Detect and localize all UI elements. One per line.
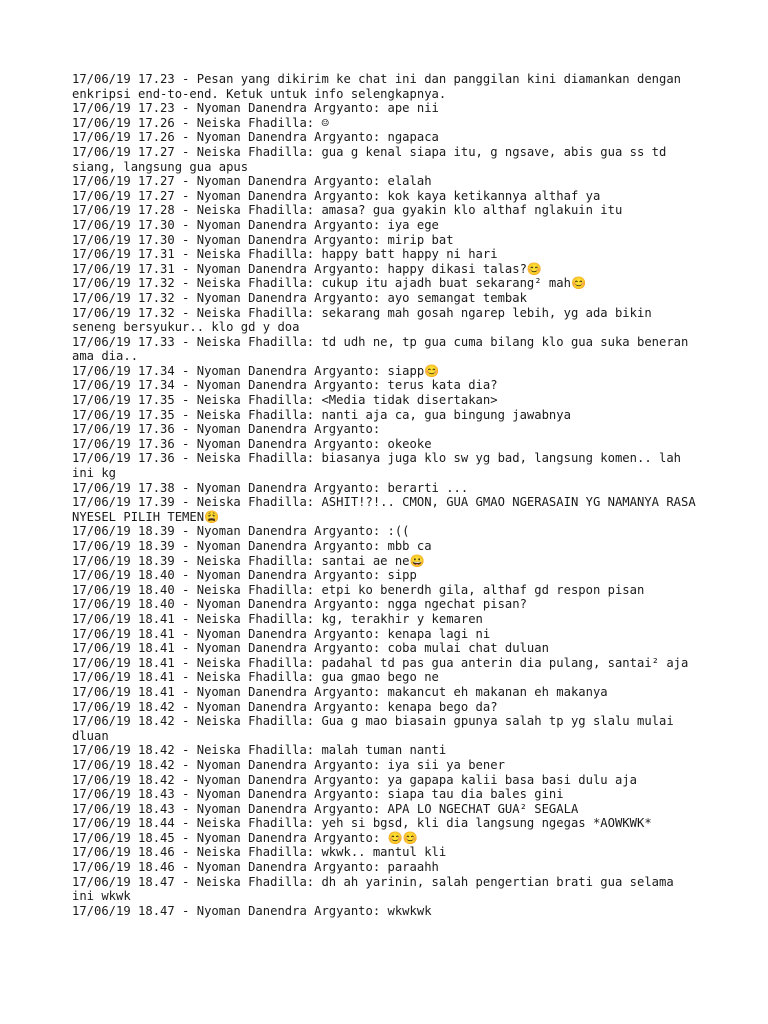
chat-line: 17/06/19 17.26 - Nyoman Danendra Argyanto: ngapaca (72, 130, 439, 145)
chat-line: 17/06/19 18.39 - Nyoman Danendra Argyanto: :(( (72, 524, 410, 539)
chat-line: 17/06/19 18.41 - Nyoman Danendra Argyanto: coba mulai chat duluan (72, 641, 549, 656)
chat-line: 17/06/19 18.40 - Neiska Fhadilla: etpi ko benerdh gila, althaf gd respon pisan (72, 582, 645, 597)
chat-line: 17/06/19 18.41 - Nyoman Danendra Argyanto: kenapa lagi ni (72, 626, 491, 641)
chat-line: 17/06/19 18.39 - Nyoman Danendra Argyanto: mbb ca (72, 539, 432, 553)
chat-line: 17/06/19 17.39 - Neiska Fhadilla: ASHIT!?!.. CMON, GUA GMAO NGERASAIN YG NAMANYA RASA NYESEL PILIH TEMEN😩 (72, 495, 704, 524)
chat-line: 17/06/19 18.46 - Nyoman Danendra Argyanto: paraahh (72, 860, 439, 875)
chat-line: 17/06/19 17.38 - Nyoman Danendra Argyanto: berarti ... (72, 480, 469, 495)
chat-line: 17/06/19 17.36 - Nyoman Danendra Argyanto: okeoke (72, 436, 432, 451)
chat-line: 17/06/19 17.30 - Nyoman Danendra Argyanto: mirip bat (72, 232, 454, 247)
chat-line: 17/06/19 17.31 - Neiska Fhadilla: happy batt happy ni hari (72, 247, 498, 262)
chat-line: 17/06/19 17.27 - Nyoman Danendra Argyanto: elalah (72, 174, 432, 189)
chat-line: 17/06/19 18.42 - Nyoman Danendra Argyanto: iya sii ya bener (72, 757, 505, 772)
chat-line: 17/06/19 17.28 - Neiska Fhadilla: amasa? gua gyakin klo althaf nglakuin itu (72, 203, 623, 218)
chat-line: 17/06/19 18.40 - Nyoman Danendra Argyanto: ngga ngechat pisan? (72, 597, 527, 612)
chat-line: 17/06/19 18.41 - Nyoman Danendra Argyanto: makancut eh makanan eh makanya (72, 684, 608, 699)
chat-line: 17/06/19 17.34 - Nyoman Danendra Argyanto: terus kata dia? (72, 378, 498, 393)
chat-line: 17/06/19 17.31 - Nyoman Danendra Argyanto: happy dikasi talas?😊 (72, 261, 543, 276)
chat-line: 17/06/19 17.30 - Nyoman Danendra Argyanto: iya ege (72, 217, 439, 232)
chat-line: 17/06/19 18.42 - Neiska Fhadilla: malah tuman nanti (72, 743, 447, 758)
chat-line: 17/06/19 18.41 - Neiska Fhadilla: kg, terakhir y kemaren (72, 611, 483, 626)
chat-line: 17/06/19 17.27 - Nyoman Danendra Argyanto: kok kaya ketikannya althaf ya (72, 188, 601, 203)
chat-line: 17/06/19 18.46 - Neiska Fhadilla: wkwk.. mantul kli (72, 845, 447, 860)
chat-line: 17/06/19 17.27 - Neiska Fhadilla: gua g kenal siapa itu, g ngsave, abis gua ss td siang, langsung gua apus (72, 144, 674, 174)
chat-line: 17/06/19 18.45 - Nyoman Danendra Argyanto: 😊😊 (72, 830, 418, 845)
chat-line: 17/06/19 18.39 - Neiska Fhadilla: santai ae ne😀 (72, 553, 425, 568)
chat-line: 17/06/19 18.42 - Nyoman Danendra Argyanto: kenapa bego da? (72, 699, 498, 714)
chat-line: 17/06/19 18.47 - Neiska Fhadilla: dh ah yarinin, salah pengertian brati gua selama ini wkwk (72, 874, 682, 904)
chat-line: 17/06/19 18.43 - Nyoman Danendra Argyanto: siapa tau dia bales gini (72, 787, 564, 802)
chat-line: 17/06/19 18.43 - Nyoman Danendra Argyanto: APA LO NGECHAT GUA² SEGALA (72, 801, 579, 816)
chat-line: 17/06/19 18.47 - Nyoman Danendra Argyanto: wkwkwk (72, 903, 432, 918)
chat-line: 17/06/19 17.32 - Neiska Fhadilla: sekarang mah gosah ngarep lebih, yg ada bikin seneng bersyukur.. klo gd y doa (72, 305, 660, 335)
chat-line: 17/06/19 17.35 - Neiska Fhadilla: <Media tidak disertakan> (72, 393, 498, 408)
chat-line: 17/06/19 18.41 - Neiska Fhadilla: padahal td pas gua anterin dia pulang, santai² aja (72, 655, 689, 670)
chat-line: 17/06/19 17.34 - Nyoman Danendra Argyanto: siapp😊 (72, 363, 440, 378)
chat-line: 17/06/19 17.23 - Nyoman Danendra Argyanto: ape nii (72, 101, 439, 116)
chat-line: 17/06/19 18.42 - Nyoman Danendra Argyanto: ya gapapa kalii basa basi dulu aja (72, 772, 637, 787)
chat-line: 17/06/19 17.26 - Neiska Fhadilla: ☺ (72, 115, 329, 130)
chat-log (72, 72, 702, 918)
chat-line: 17/06/19 17.36 - Neiska Fhadilla: biasanya juga klo sw yg bad, langsung komen.. lah ini kg (72, 451, 689, 481)
chat-line: 17/06/19 18.42 - Neiska Fhadilla: Gua g mao biasain gpunya salah tp yg slalu mulai dluan (72, 714, 682, 743)
chat-line: 17/06/19 17.35 - Neiska Fhadilla: nanti aja ca, gua bingung jawabnya (72, 407, 571, 422)
chat-line: 17/06/19 18.41 - Neiska Fhadilla: gua gmao bego ne (72, 670, 439, 685)
chat-line: 17/06/19 17.32 - Nyoman Danendra Argyanto: ayo semangat tembak (72, 290, 527, 305)
chat-line: 17/06/19 17.32 - Neiska Fhadilla: cukup itu ajadh buat sekarang² mah😊 (72, 276, 587, 291)
chat-line: 17/06/19 18.40 - Nyoman Danendra Argyanto: sipp (72, 568, 417, 583)
chat-line: 17/06/19 17.23 - Pesan yang dikirim ke chat ini dan panggilan kini diamankan dengan enkripsi end-to-end. Ketuk untuk info selengkapnya. (72, 72, 689, 101)
chat-line: 17/06/19 17.33 - Neiska Fhadilla: td udh ne, tp gua cuma bilang klo gua suka beneran ama dia.. (72, 334, 696, 364)
chat-line: 17/06/19 18.44 - Neiska Fhadilla: yeh si bgsd, kli dia langsung ngegas *AOWKWK* (72, 816, 652, 831)
chat-line: 17/06/19 17.36 - Nyoman Danendra Argyanto: (72, 422, 381, 437)
